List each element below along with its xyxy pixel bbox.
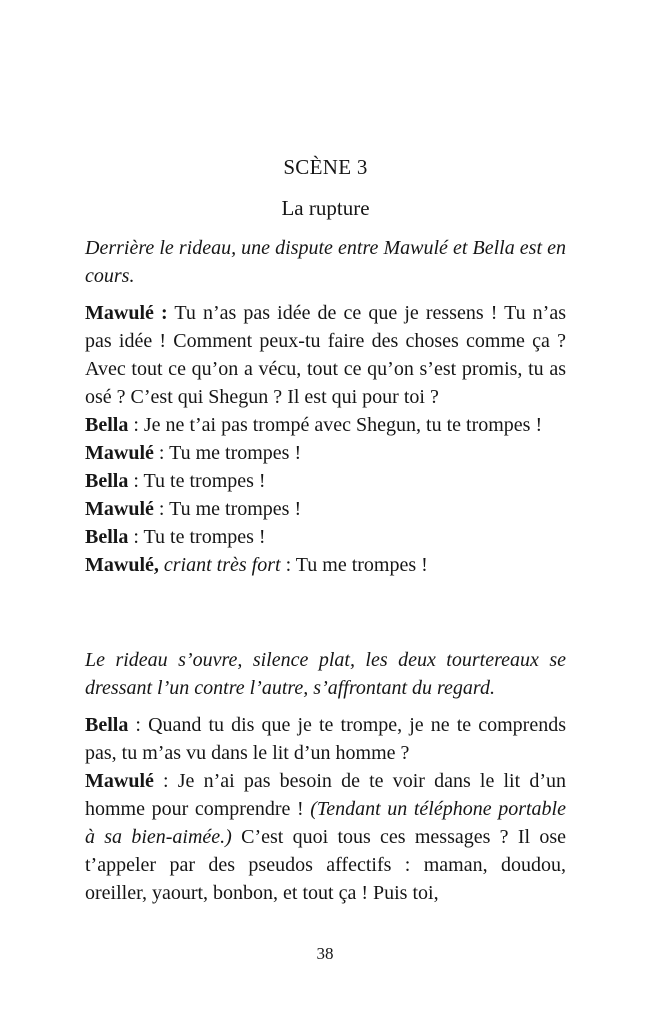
speaker-name: Bella bbox=[85, 414, 129, 436]
speaker-name: Bella bbox=[85, 714, 129, 736]
line-text: : Tu te trompes ! bbox=[128, 526, 266, 548]
stage-direction-2: Le rideau s’ouvre, silence plat, les deux tourtereaux se dressant l’un contre l’autre, s’affrontant du regard. bbox=[85, 649, 566, 699]
dialogue-line bbox=[85, 299, 566, 411]
speaker-name: Mawulé bbox=[85, 498, 154, 520]
speaker-name: Bella bbox=[85, 526, 129, 548]
dialogue-line bbox=[85, 551, 566, 579]
dialogue-block-2 bbox=[85, 711, 566, 907]
dialogue-line bbox=[85, 495, 566, 523]
stage-direction-1: Derrière le rideau, une dispute entre Mawulé et Bella est en cours. bbox=[85, 237, 566, 287]
scene-heading: SCÈNE 3 bbox=[283, 155, 368, 179]
dialogue-line bbox=[85, 711, 566, 767]
line-text: : Tu me trompes ! bbox=[153, 498, 302, 520]
speaker-name: Mawulé bbox=[85, 442, 154, 464]
line-text: : Tu me trompes ! bbox=[153, 442, 302, 464]
line-text: : Je ne t’ai pas trompé avec Shegun, tu te trompes ! bbox=[128, 414, 543, 436]
stage-direction-inline: (Tendant un téléphone portable à sa bien-aimée.) bbox=[85, 798, 566, 848]
line-text: : Tu te trompes ! bbox=[128, 470, 266, 492]
page-number: 38 bbox=[316, 944, 334, 963]
dialogue-line bbox=[85, 439, 566, 467]
speaker-name: Mawulé bbox=[85, 770, 154, 792]
line-text: : Tu me trompes ! bbox=[280, 554, 428, 576]
dialogue-line bbox=[85, 767, 566, 907]
scene-title: La rupture bbox=[281, 196, 370, 220]
speaker-name: Mawulé, bbox=[85, 554, 159, 576]
dialogue-line bbox=[85, 523, 566, 551]
speaker-name: Mawulé : bbox=[85, 302, 168, 324]
line-text: C’est quoi tous ces messages ? Il ose t’appeler par des pseudos affectifs : maman, doudou, oreiller, yaourt, bonbon, et tout ça ! Puis toi, bbox=[85, 826, 566, 904]
line-text: : Je n’ai pas besoin de te voir dans le lit d’un homme pour comprendre ! bbox=[85, 770, 566, 820]
dialogue-block-1 bbox=[85, 299, 566, 579]
stage-direction-inline: criant très fort bbox=[158, 554, 281, 576]
dialogue-line bbox=[85, 411, 566, 439]
line-text: : Quand tu dis que je te trompe, je ne te comprends pas, tu m’as vu dans le lit d’un homme ? bbox=[85, 714, 566, 764]
line-text: Tu n’as pas idée de ce que je ressens ! Tu n’as pas idée ! Comment peux-tu faire des choses comme ça ? Avec tout ce qu’on a vécu, tout ce qu’on s’est promis, tu as osé ? C’est qui Shegun ? Il est qui pour toi ? bbox=[85, 302, 567, 408]
speaker-name: Bella bbox=[85, 470, 129, 492]
dialogue-line bbox=[85, 467, 566, 495]
